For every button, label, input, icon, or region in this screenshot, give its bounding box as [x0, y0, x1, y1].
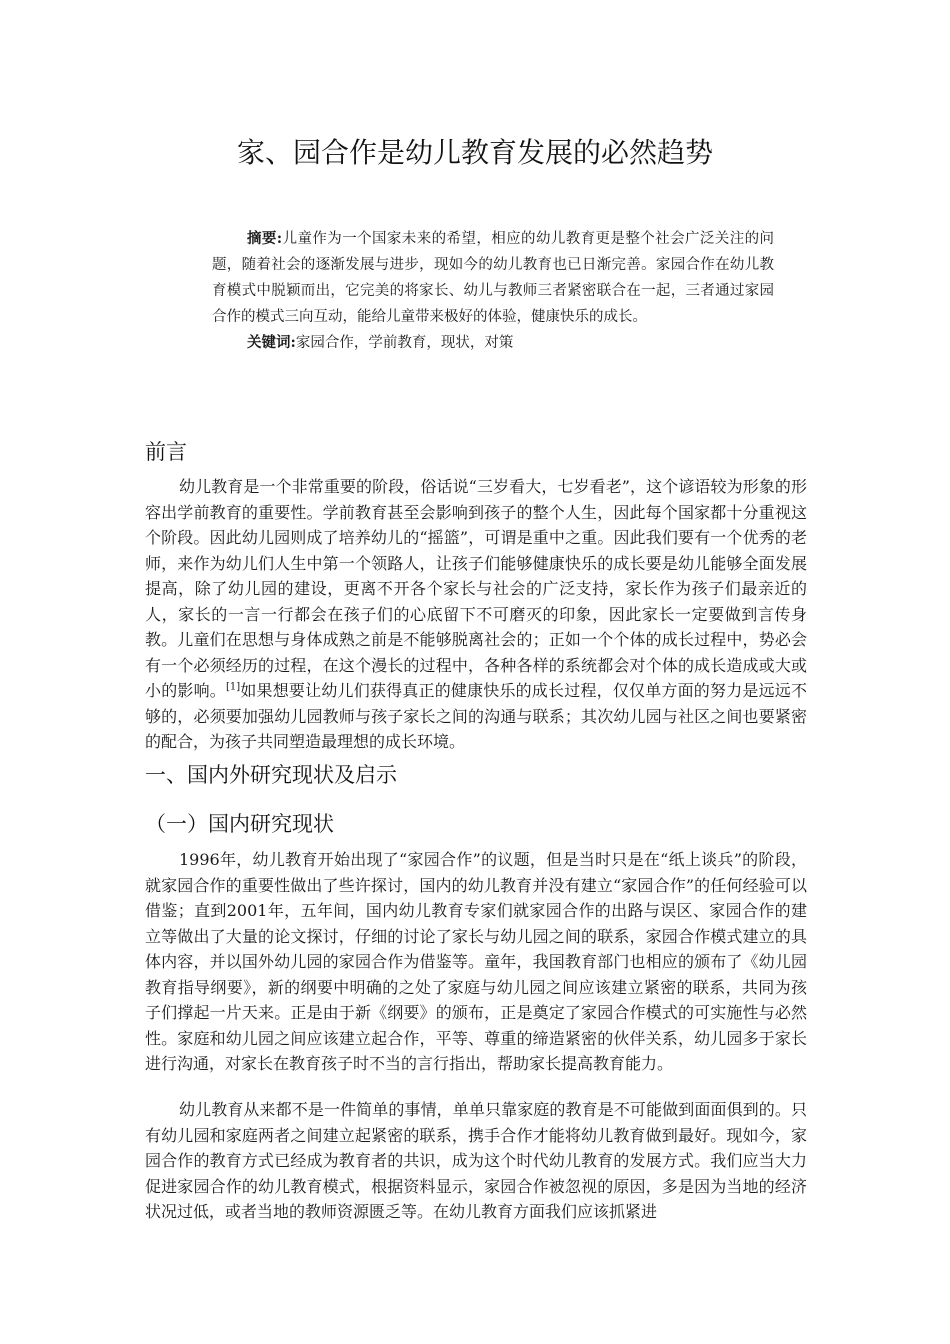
citation-ref: [1] [225, 681, 241, 693]
section1-heading: 一、国内外研究现状及启示 [145, 763, 397, 787]
preface-text-b: 如果想要让幼儿们获得真正的健康快乐的成长过程，仅仅单方面的努力是远远不够的，必须要加强幼儿园教师与孩子家长之间的沟通与联系；其次幼儿园与社区之间也要紧密的配合，为孩子共同塑造最理想的成长环境。 [145, 681, 807, 751]
preface-text-a: 幼儿教育是一个非常重要的阶段，俗话说“三岁看大，七岁看老”，这个谚语较为形象的形容出学前教育的重要性。学前教育甚至会影响到孩子的整个人生，因此每个国家都十分重视这个阶段。因此幼儿园则成了培养幼儿的“摇篮”，可谓是重中之重。因此我们要有一个优秀的老师，来作为幼儿们人生中第一个领路人，让孩子们能够健康快乐的成长要是幼儿能够全面发展提高，除了幼儿园的建设，更离不开各个家长与社会的广泛支持，家长作为孩子们最亲近的人，家长的一言一行都会在孩子们的心底留下不可磨灭的印象，因此家长一定要做到言传身教。儿童们在思想与身体成熟之前是不能够脱离社会的；正如一个个体的成长过程中，势必会有一个必须经历的过程，在这个漫长的过程中，各种各样的系统都会对个体的成长造成或大或小的影响。 [145, 477, 807, 700]
keywords-label: 关键词: [247, 334, 296, 351]
subsection1-paragraph-2: 幼儿教育从来都不是一件简单的事情，单单只靠家庭的教育是不可能做到面面俱到的。只有幼儿园和家庭两者之间建立起紧密的联系，携手合作才能将幼儿教育做到最好。现如今，家园合作的教育方式已经成为教育者的共识，成为这个时代幼儿教育的发展方式。我们应当大力促进家园合作的幼儿教育模式，根据资料显示，家园合作被忽视的原因，多是因为当地的经济状况过低，或者当地的教师资源匮乏等。在幼儿教育方面我们应该抓紧进 [145, 1100, 807, 1221]
keywords-paragraph [212, 330, 774, 356]
keywords-text: 家园合作，学前教育，现状，对策 [295, 335, 514, 351]
subsection1-heading: （一）国内研究现状 [145, 812, 334, 836]
preface-paragraph [145, 474, 807, 755]
abstract-paragraph [212, 226, 774, 330]
document-title: 家、园合作是幼儿教育发展的必然趋势 [236, 136, 713, 169]
subsection1-paragraph-1: 1996年，幼儿教育开始出现了“家园合作”的议题，但是当时只是在“纸上谈兵”的阶段，就家园合作的重要性做出了些许探讨，国内的幼儿教育并没有建立“家园合作”的任何经验可以借鉴；直到2001年，五年间，国内幼儿教育专家们就家园合作的出路与误区、家园合作的建立等做出了大量的论文探讨，仔细的讨论了家长与幼儿园之间的联系，家园合作模式建立的具体内容，并以国外幼儿园的家园合作为借鉴等。童年，我国教育部门也相应的颁布了《幼儿园教育指导纲要》，新的纲要中明确的之处了家庭与幼儿园之间应该建立紧密的联系，共同为孩子们撑起一片天来。正是由于新《纲要》的颁布，正是奠定了家园合作模式的可实施性与必然性。家庭和幼儿园之间应该建立起合作，平等、尊重的缔造紧密的伙伴关系，幼儿园多于家长进行沟通，对家长在教育孩子时不当的言行指出，帮助家长提高教育能力。 [145, 850, 807, 1073]
preface-heading: 前言 [145, 440, 187, 464]
abstract-label: 摘要: [247, 230, 283, 247]
abstract-text: 儿童作为一个国家未来的希望，相应的幼儿教育更是整个社会广泛关注的问题，随着社会的逐渐发展与进步，现如今的幼儿教育也已日渐完善。家园合作在幼儿教育模式中脱颖而出，它完美的将家长、幼儿与教师三者紧密联合在一起，三者通过家园合作的模式三向互动，能给儿童带来极好的体验，健康快乐的成长。 [212, 231, 775, 325]
abstract-block [212, 226, 774, 356]
